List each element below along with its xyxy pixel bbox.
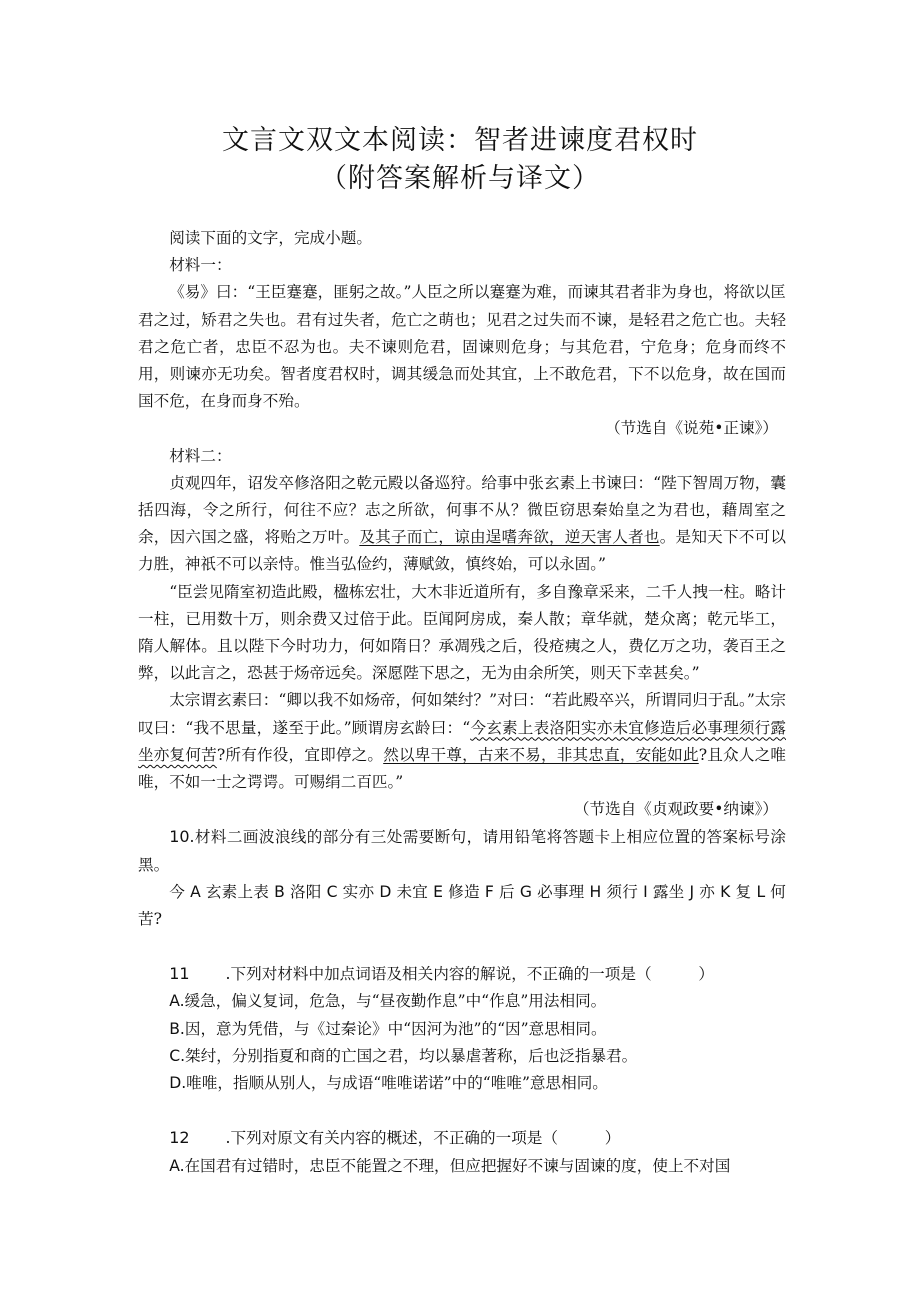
answer-option [138, 1153, 786, 1180]
segment-letter: K [715, 882, 736, 901]
q10-segments [138, 879, 786, 933]
option-text: 缓急，偏义复词，危急，与“昼夜勤作息”中“作息”用法相同。 [184, 992, 607, 1011]
question-stem: .下列对材料中加点词语及相关内容的解说，不正确的一项是（ ） [225, 965, 714, 984]
option-text: 在国君有过错时，忠臣不能置之不理，但应把握好不谏与固谏的度，使上不对国 [184, 1156, 731, 1175]
option-text: 因，意为凭借，与《过秦论》中“因河为池”的“因”意思相同。 [184, 1019, 607, 1038]
segment-letter: H [584, 882, 607, 901]
segment-list [169, 883, 770, 901]
option-letter: C. [169, 1046, 186, 1065]
option-text: 桀纣，分别指夏和商的亡国之君，均以暴虐著称，后也泛指暴君。 [185, 1046, 638, 1065]
segment-letter: B [269, 882, 290, 901]
option-letter: A. [169, 992, 185, 1011]
option-letter: D. [169, 1074, 187, 1093]
question-stem: .材料二画波浪线的部分有三处需要断句，请用铅笔将答题卡上相应位置的答案标号涂黑。 [138, 828, 786, 874]
answer-option [138, 1016, 786, 1043]
segment-text: 后 [498, 882, 515, 901]
answer-option [138, 1043, 786, 1070]
document-body [138, 225, 786, 1180]
page-subtitle: （附答案解析与译文） [320, 163, 600, 194]
segment-text: 实亦 [342, 882, 375, 901]
segment-letter: J [684, 882, 700, 901]
question-number: 11 [169, 964, 190, 984]
segment-letter: D [374, 882, 397, 901]
material2-paragraph-3 [138, 687, 786, 796]
segment-letter: C [321, 882, 343, 901]
question-number: 10 [169, 827, 190, 847]
material2-paragraph-2: “臣尝见隋室初造此殿，楹栋宏壮，大木非近道所有，多自豫章采来，二千人拽一柱。略计一柱，已用数十万，则余费又过倍于此。臣闻阿房成，秦人散；章华就，楚众离；乾元毕工，隋人解体。且以陛下今时功力，何如隋日？承凋残之后，役疮痍之人，费亿万之功，袭百王之弊，以此言之，恐甚于炀帝远矣。深愿陛下思之，无为由余所笑，则天下幸甚矣。” [138, 582, 786, 683]
segment-letter: I [637, 882, 653, 901]
passage-text: 。是知天下不可以力胜，神祇不可以亲恃。惟当弘俭约，薄赋敛，慎终始，可以永固。” [138, 528, 786, 574]
material2-source: （节选自《贞观政要•纳谏》） [573, 800, 778, 819]
segment-text: 复 [735, 882, 752, 901]
option-letter: A. [169, 1156, 185, 1175]
material2-paragraph-1 [138, 470, 786, 579]
instruction-text: 阅读下面的文字，完成小题。 [169, 229, 372, 247]
segment-text: 须行 [606, 882, 638, 901]
q11-options [138, 988, 786, 1097]
option-letter: B. [169, 1019, 185, 1038]
segment-text: 露坐 [652, 882, 685, 901]
material1-passage: 《易》曰：“王臣蹇蹇，匪躬之故。”人臣之所以蹇蹇为难，而谏其君者非为身也，将欲以匡君之过，矫君之失也。君有过失者，危亡之萌也；见君之过失而不谏，是轻君之危亡也。夫轻君之危亡者，忠臣不忍为也。夫不谏则危君，固谏则危身；与其危君，宁危身；危身而终不用，则谏亦无功矣。智者度君权时，调其缓急而处其宜，上不敢危君，下不以危身，故在国而国不危，在身而身不殆。 [138, 283, 786, 411]
q12-options [138, 1153, 786, 1180]
spacer [138, 1097, 786, 1124]
material1-source: （节选自《说苑•正谏》） [605, 419, 778, 438]
material1-label: 材料一： [169, 256, 232, 275]
option-text: 唯唯，指顺从别人，与成语“唯唯诺诺”中的“唯唯”意思相同。 [186, 1074, 608, 1093]
segment-letter: L [751, 882, 771, 901]
passage-text: ?所有作役，宜即停之。 [216, 745, 384, 764]
segment-letter: A [184, 882, 206, 901]
segment-letter: E [428, 882, 449, 901]
segment-letter: F [479, 882, 499, 901]
answer-option [138, 1070, 786, 1097]
question-stem: .下列对原文有关内容的概述，不正确的一项是（ ） [225, 1129, 621, 1148]
material2-label: 材料二： [169, 446, 232, 465]
underlined-sentence: 然以卑干尊，古来不易，非其忠直，安能如此 [383, 745, 699, 764]
answer-option [138, 988, 786, 1015]
segment-text: 洛阳 [289, 882, 322, 901]
segment-ending: 何苦? [138, 882, 786, 929]
passage-text: 贞观四年，诏发卒修洛阳之乾元殿以备巡狩。给事中张玄素上书谏曰：“陛下智周万物，囊括四海，令之所行，何往不应？志之所欲，何事不从？微臣窃思秦始皇之为君也，藉周室之余，因六国之盛，将贻之万叶。 [138, 473, 786, 547]
segment-text: 必事理 [537, 882, 585, 901]
segment-text: 玄素上表 [205, 882, 269, 901]
passage-text: ?且众人之唯唯，不如一士之谔谔。可赐绢二百匹。” [138, 745, 786, 792]
question-12 [138, 1124, 786, 1152]
segment-text: 亦 [699, 882, 716, 901]
page-title: 文言文双文本阅读：智者进谏度君权时 [222, 125, 698, 156]
segment-letter: G [514, 882, 538, 901]
question-10 [138, 823, 786, 878]
segment-text: 未宜 [396, 882, 429, 901]
segment-text: 今 [169, 882, 185, 901]
question-number: 12 [169, 1128, 190, 1148]
passage-text: 太宗谓玄素曰：“卿以我不如炀帝，何如桀纣？”对曰：“若此殿卒兴，所谓同归于乱。”太宗叹曰：“我不思量，遂至于此。”顾谓房玄龄曰：“ [138, 691, 786, 737]
underlined-sentence: 及其子而亡，谅由逞嗜奔欲，逆天害人者也 [359, 528, 660, 547]
question-11 [138, 960, 786, 988]
spacer [138, 933, 786, 960]
wavy-underlined-sentence: 今玄素上表洛阳实亦未宜修造后必事理须行露坐亦复何苦 [138, 718, 786, 764]
segment-text: 修造 [448, 882, 480, 901]
